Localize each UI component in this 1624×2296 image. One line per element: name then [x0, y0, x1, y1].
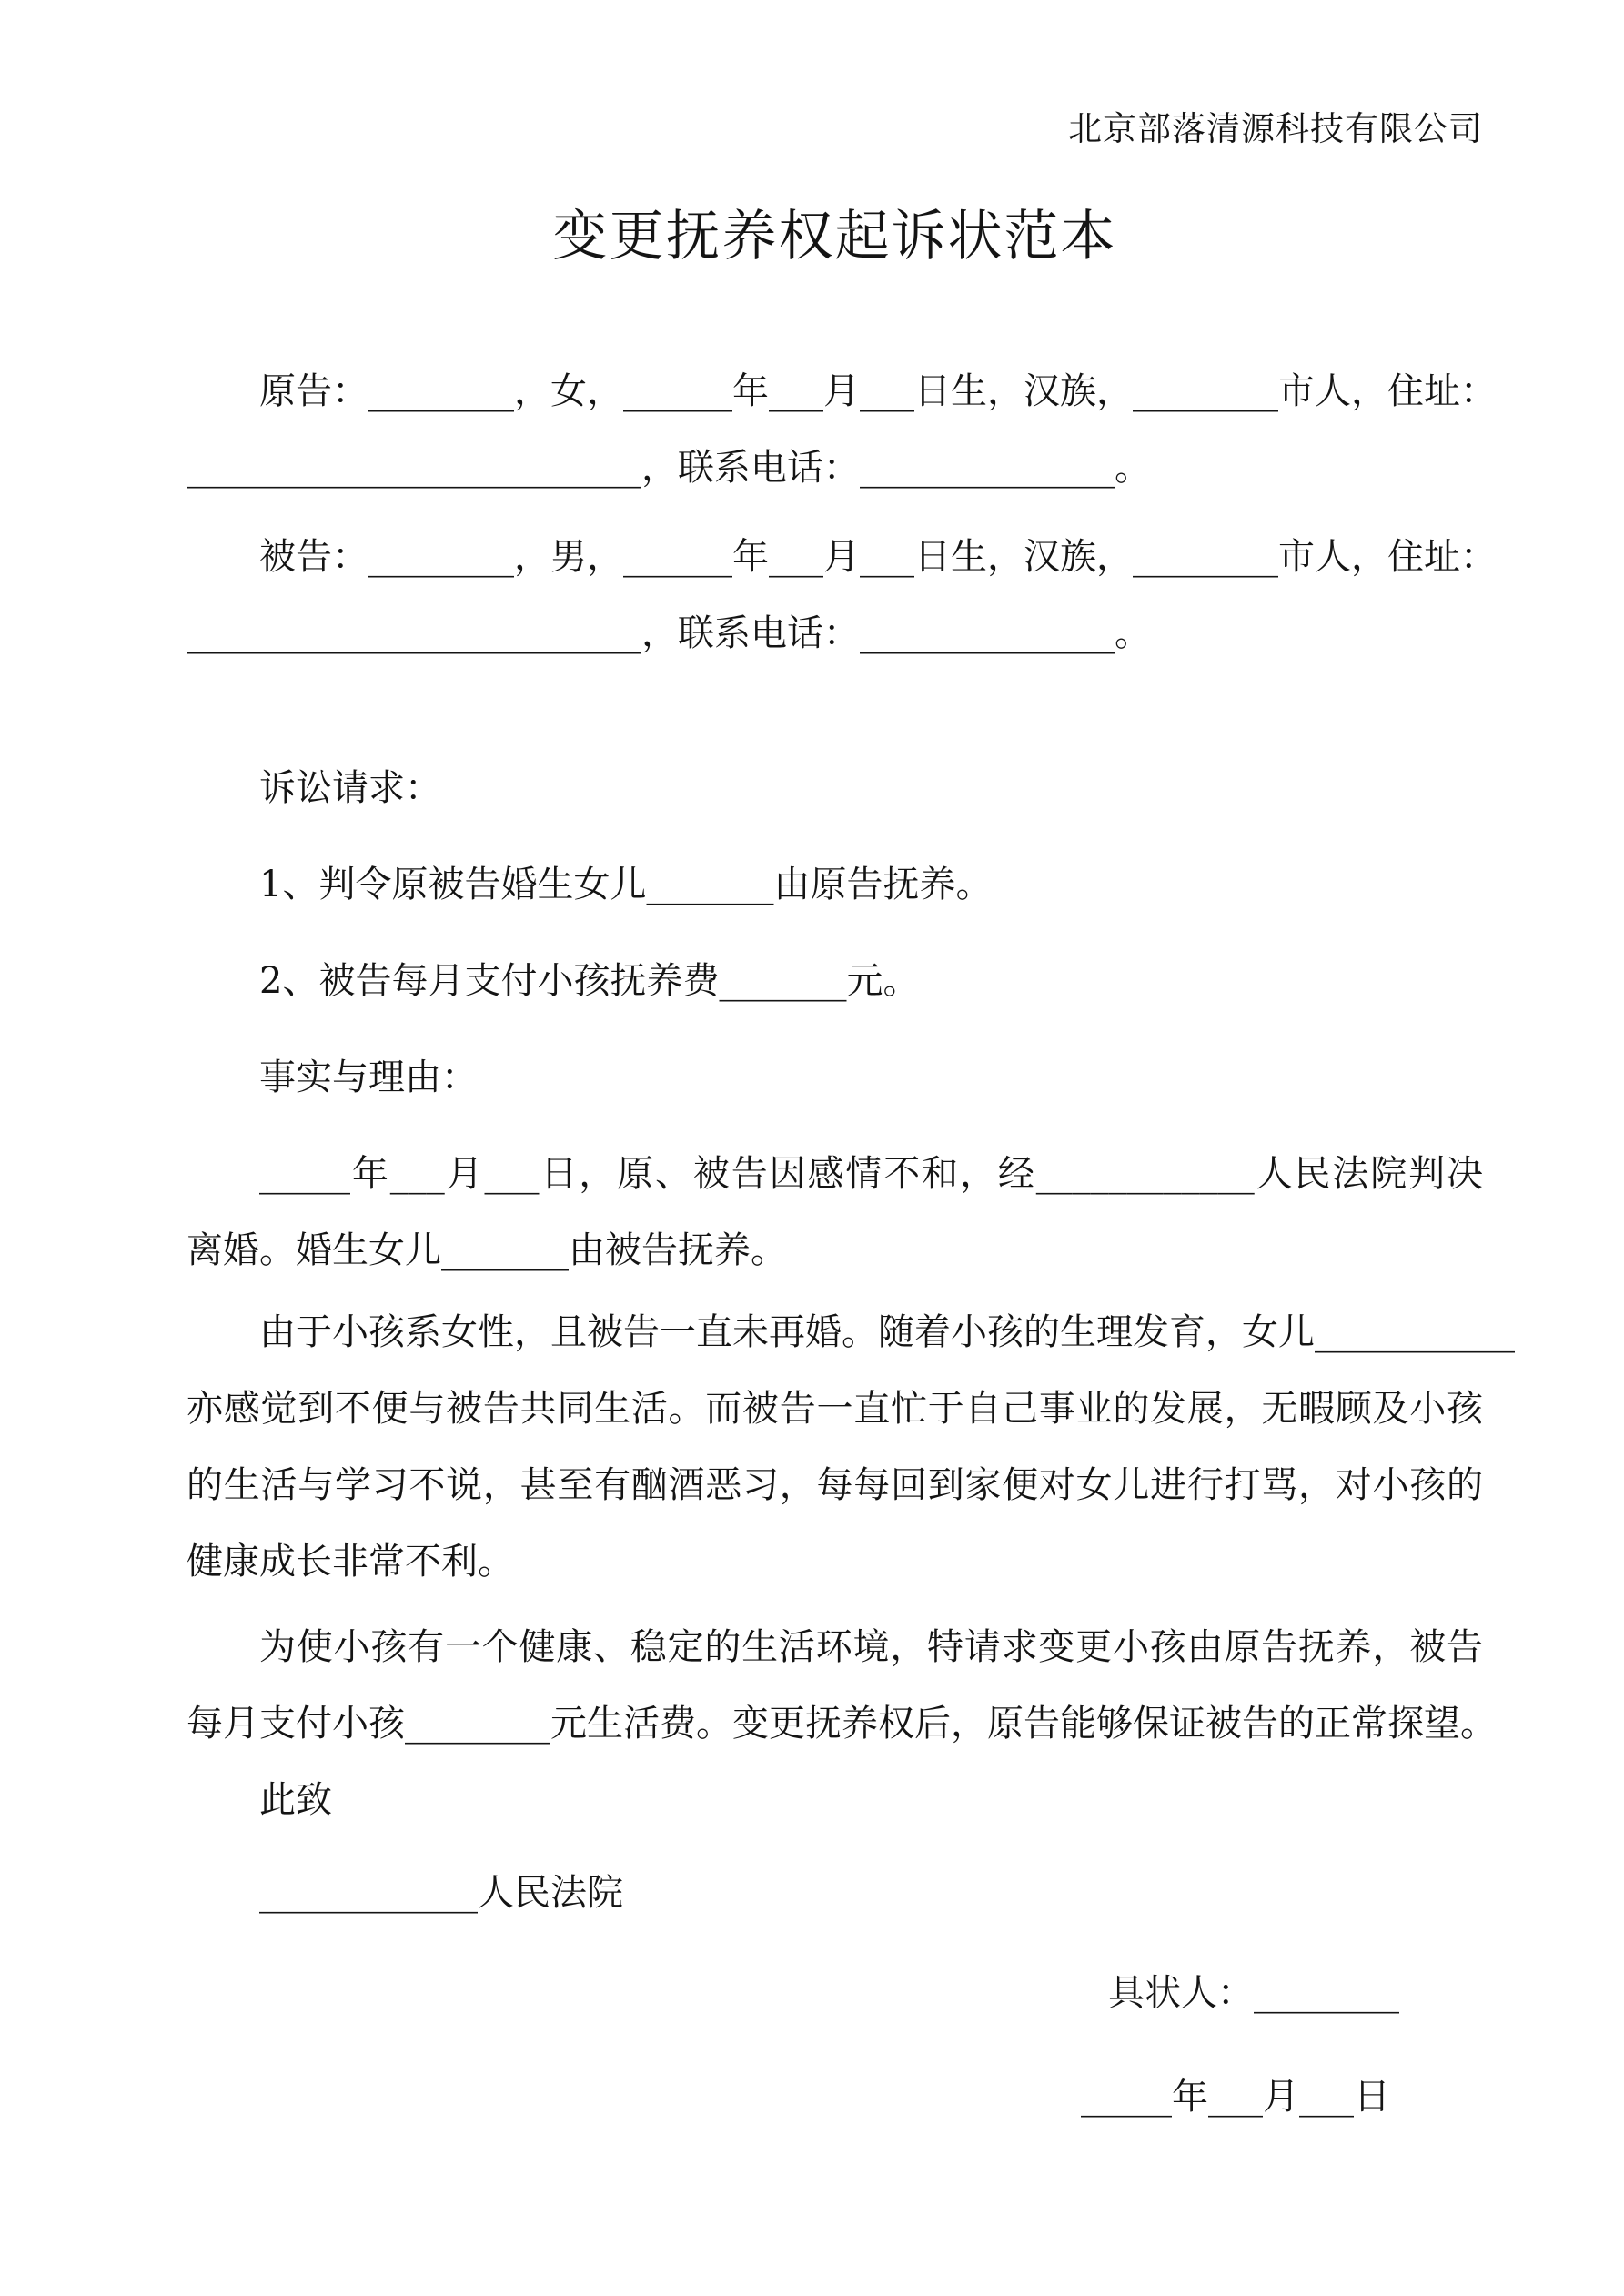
defendant-line-2: _________________________，联系电话：______________。 [187, 612, 1151, 654]
facts-2-line-2: 亦感觉到不便与被告共同生活。而被告一直忙于自己事业的发展，无暇顾及小孩 [187, 1388, 1483, 1430]
facts-2-line-1: 由于小孩系女性，且被告一直未再婚。随着小孩的生理发育，女儿___________ [259, 1311, 1515, 1353]
defendant-paragraph [187, 519, 1497, 672]
facts-paragraph-3 [187, 1609, 1497, 1762]
facts-3-line-2: 每月支付小孩________元生活费。变更抚养权后，原告能够保证被告的正常探望。 [187, 1703, 1497, 1745]
claims-heading: 诉讼请求： [259, 767, 441, 809]
claim-item-2 [187, 943, 1483, 1019]
facts-paragraph-1 [187, 1136, 1483, 1289]
plaintiff-paragraph [187, 353, 1497, 506]
date-line: _____年___月___日 [1081, 2076, 1390, 2118]
claim-2-text: 2、被告每月支付小孩抚养费_______元。 [259, 960, 920, 1002]
facts-section [187, 1039, 1483, 1116]
document-title: 变更抚养权起诉状范本 [552, 205, 1117, 268]
claims-section [187, 750, 1483, 826]
plaintiff-line-2: _________________________，联系电话：______________。 [187, 447, 1151, 489]
signer-line: 具状人：________ [1108, 1972, 1399, 2014]
court-paragraph [187, 1855, 1483, 1931]
facts-2-line-3: 的生活与学习不说，甚至有酗酒恶习，每每回到家便对女儿进行打骂，对小孩的 [187, 1464, 1483, 1506]
facts-paragraph-2 [187, 1294, 1515, 1600]
defendant-line-1: 被告：________，男，______年___月___日生，汉族，________市人，住址： [259, 536, 1497, 578]
facts-3-line-1: 为使小孩有一个健康、稳定的生活环境，特请求变更小孩由原告抚养，被告 [259, 1626, 1483, 1668]
signature-paragraph [187, 1955, 1483, 2031]
company-header: 北京部落清源科技有限公司 [1068, 109, 1483, 148]
closing-paragraph [187, 1762, 1483, 1838]
court-line: ____________人民法院 [259, 1872, 623, 1914]
facts-heading: 事实与理由： [259, 1057, 478, 1098]
claim-item-1 [187, 846, 1483, 923]
plaintiff-line-1: 原告：________，女，______年___月___日生，汉族，________市人，住址： [259, 370, 1497, 412]
claim-1-text: 1、判令原被告婚生女儿_______由原告抚养。 [259, 864, 993, 905]
closing-line: 此致 [259, 1779, 332, 1821]
facts-1-line-1: _____年___月___日，原、被告因感情不和，经____________人民法院判决 [259, 1153, 1483, 1195]
date-paragraph [187, 2058, 1483, 2135]
facts-2-line-4: 健康成长非常不利。 [187, 1541, 514, 1583]
facts-1-line-2: 离婚。婚生女儿_______由被告抚养。 [187, 1229, 787, 1271]
